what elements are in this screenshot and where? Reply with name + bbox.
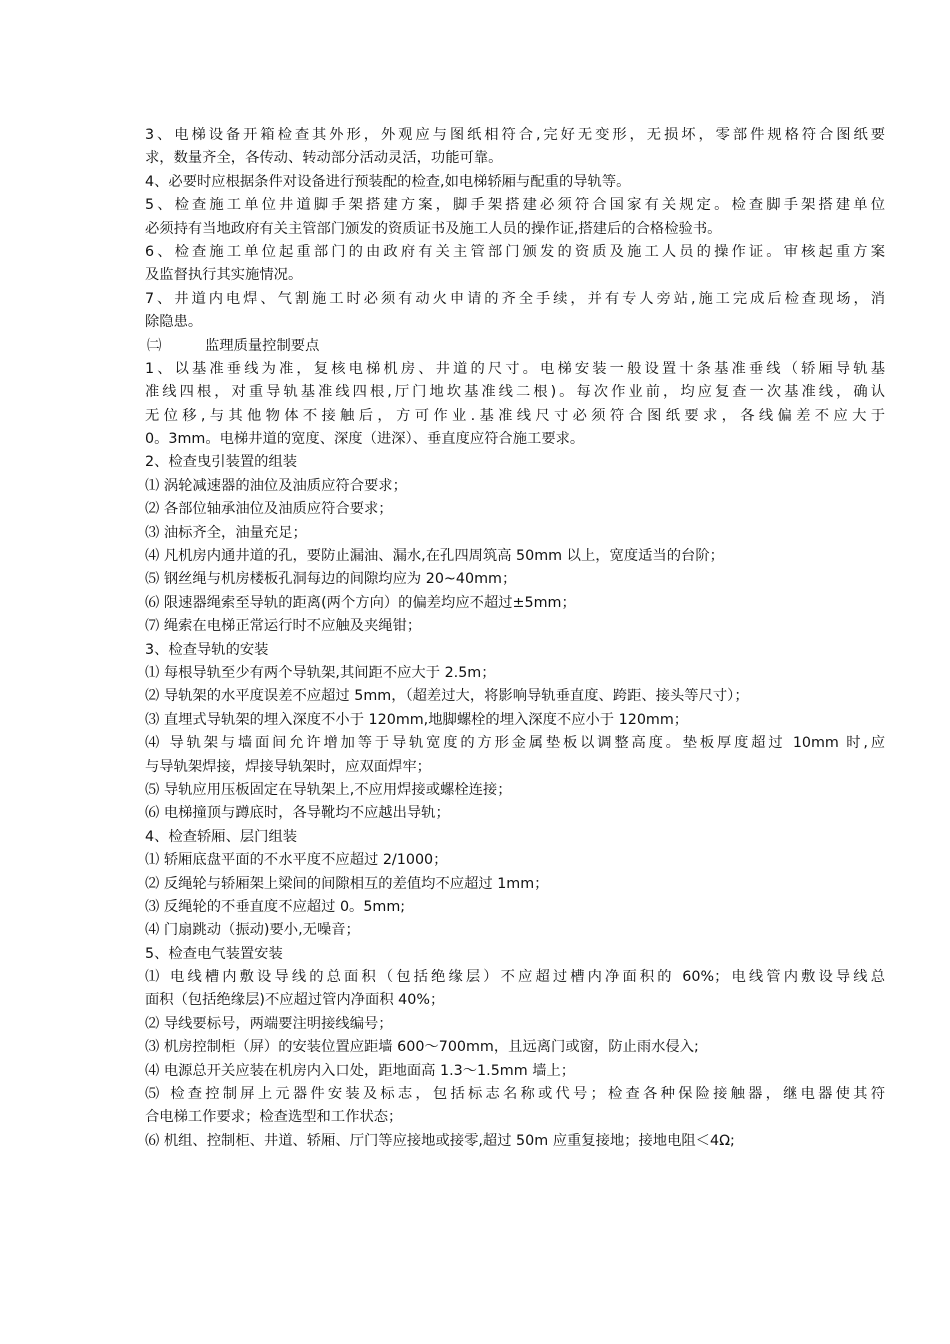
list-item: ⑵ 各部位轴承油位及油质应符合要求； [145, 501, 393, 518]
text-line: ⑴ 电线槽内敷设导线的总面积（包括绝缘层）不应超过槽内净面积的 60%；电线管内敷设导线总 [145, 969, 885, 986]
list-item: ⑵ 导轨架的水平度误差不应超过 5mm，（超差过大，将影响导轨垂直度、跨距、接头等尺寸）； [145, 688, 749, 705]
paragraph-welding [145, 288, 885, 335]
text-line: ⑹ 机组、控制柜、井道、轿厢、厅门等应接地或接零,超过 50m 应重复接地；接地电阻＜4Ω; [145, 1132, 735, 1149]
paragraph-preassembly [145, 171, 885, 194]
list-item: ⑶ 机房控制柜（屏）的安装位置应距墙 600～700mm，且远离门或窗，防止雨水侵入; [145, 1039, 699, 1056]
list-item: ⑵ 导线要标号，两端要注明接线编号； [145, 1015, 393, 1032]
text-line: 求，数量齐全，各传动、转动部分活动灵活，功能可靠。 [145, 150, 503, 167]
list-item: 3、检查导轨的安装 [145, 641, 269, 658]
text-line: ⑸ 检查控制屏上元器件安装及标志，包括标志名称或代号；检查各种保险接触器，继电器使其符 [145, 1086, 885, 1103]
section-number: ㈡ [147, 337, 162, 354]
paragraph-scaffold [145, 194, 885, 241]
text-line: 5、检查施工单位井道脚手架搭建方案，脚手架搭建必须符合国家有关规定。检查脚手架搭建单位 [145, 197, 885, 214]
text-line: 面积（包括绝缘层)不应超过管内净面积 40%； [145, 992, 445, 1009]
text-line: 4、必要时应根据条件对设备进行预装配的检查,如电梯轿厢与配重的导轨等。 [145, 173, 631, 190]
text-line: 必须持有当地政府有关主管部门颁发的资质证书及施工人员的操作证,搭建后的合格检验书。 [145, 220, 722, 237]
text-line: 7、井道内电焊、气割施工时必须有动火申请的齐全手续，并有专人旁站,施工完成后检查现场，消 [145, 290, 885, 307]
list-item: ⑶ 直埋式导轨架的埋入深度不小于 120mm,地脚螺栓的埋入深度不应小于 120mm； [145, 711, 689, 728]
paragraph-baseline [145, 358, 885, 452]
list-item: ⑹ 限速器绳索至导轨的距离(两个方向）的偏差均应不超过±5mm； [145, 594, 576, 611]
list-item: ⑶ 反绳轮的不垂直度不应超过 0。5mm; [145, 898, 406, 915]
paragraph-control-panel [145, 1083, 885, 1130]
text-line: 6、检查施工单位起重部门的由政府有关主管部门颁发的资质及施工人员的操作证。审核起重方案 [145, 243, 885, 260]
document-page [145, 124, 885, 1153]
list-item: ⑷ 凡机房内通井道的孔，要防止漏油、漏水,在孔四周筑高 50mm 以上，宽度适当的台阶； [145, 548, 724, 565]
text-line: 3、电梯设备开箱检查其外形，外观应与图纸相符合,完好无变形，无损坏，零部件规格符合图纸要 [145, 127, 885, 143]
list-item: 2、检查曳引装置的组装 [145, 454, 298, 471]
text-line: 合电梯工作要求；检查选型和工作状态； [145, 1109, 403, 1126]
section-heading [145, 335, 885, 358]
list-item: ⑴ 每根导轨至少有两个导轨架,其间距不应大于 2.5m； [145, 664, 496, 681]
text-line: ⑷ 导轨架与墙面间允许增加等于导轨宽度的方形金属垫板以调整高度。垫板厚度超过 10mm 时,应 [145, 735, 885, 752]
text-line: 1、以基准垂线为准，复核电梯机房、井道的尺寸。电梯安装一般设置十条基准垂线（轿厢导轨基 [145, 360, 885, 377]
list-traction-and-rails [145, 451, 885, 732]
list-item: ⑸ 钢丝绳与机房楼板孔洞每边的间隙均应为 20~40mm； [145, 571, 517, 588]
list-item: ⑶ 油标齐全，油量充足； [145, 524, 307, 541]
paragraph-wire-trough [145, 966, 885, 1013]
text-line: 准线四根，对重导轨基准线四根,厅门地坎基准线二根)。每次作业前，均应复查一次基准线，确认 [145, 384, 885, 401]
list-item: ⑷ 门扇跳动（振动)要小,无噪音； [145, 922, 360, 939]
list-car-and-doors [145, 779, 885, 966]
list-electrical [145, 1013, 885, 1083]
list-item: ⑴ 轿厢底盘平面的不水平度不应超过 2/1000； [145, 852, 448, 869]
list-item: ⑹ 电梯撞顶与蹲底时，各导靴均不应越出导轨； [145, 805, 450, 822]
list-item: ⑺ 绳索在电梯正常运行时不应触及夹绳钳； [145, 618, 422, 635]
list-item: ⑵ 反绳轮与轿厢架上梁间的间隙相互的差值均不应超过 1mm； [145, 875, 549, 892]
list-item: 5、检查电气装置安装 [145, 945, 283, 962]
text-line: 与导轨架焊接，焊接导轨架时，应双面焊牢； [145, 758, 431, 775]
list-item: 4、检查轿厢、层门组装 [145, 828, 298, 845]
list-item: ⑷ 电源总开关应装在机房内入口处，距地面高 1.3～1.5mm 墙上； [145, 1062, 576, 1079]
text-line: 除隐患。 [145, 314, 203, 331]
paragraph-lifting [145, 241, 885, 288]
paragraph-unpacking-check [145, 124, 885, 171]
text-line: 及监督执行其实施情况。 [145, 267, 303, 284]
list-item: ⑸ 导轨应用压板固定在导轨架上,不应用焊接或螺栓连接； [145, 781, 512, 798]
list-item: ⑴ 涡轮减速器的油位及油质应符合要求； [145, 477, 407, 494]
text-line: 0。3mm。电梯井道的宽度、深度（进深）、垂直度应符合施工要求。 [145, 431, 585, 448]
text-line: 无位移,与其他物体不接触后，方可作业.基准线尺寸必须符合图纸要求，各线偏差不应大于 [145, 407, 885, 424]
paragraph-grounding [145, 1130, 885, 1153]
paragraph-rail-shim [145, 732, 885, 779]
section-title: 监理质量控制要点 [205, 337, 320, 354]
